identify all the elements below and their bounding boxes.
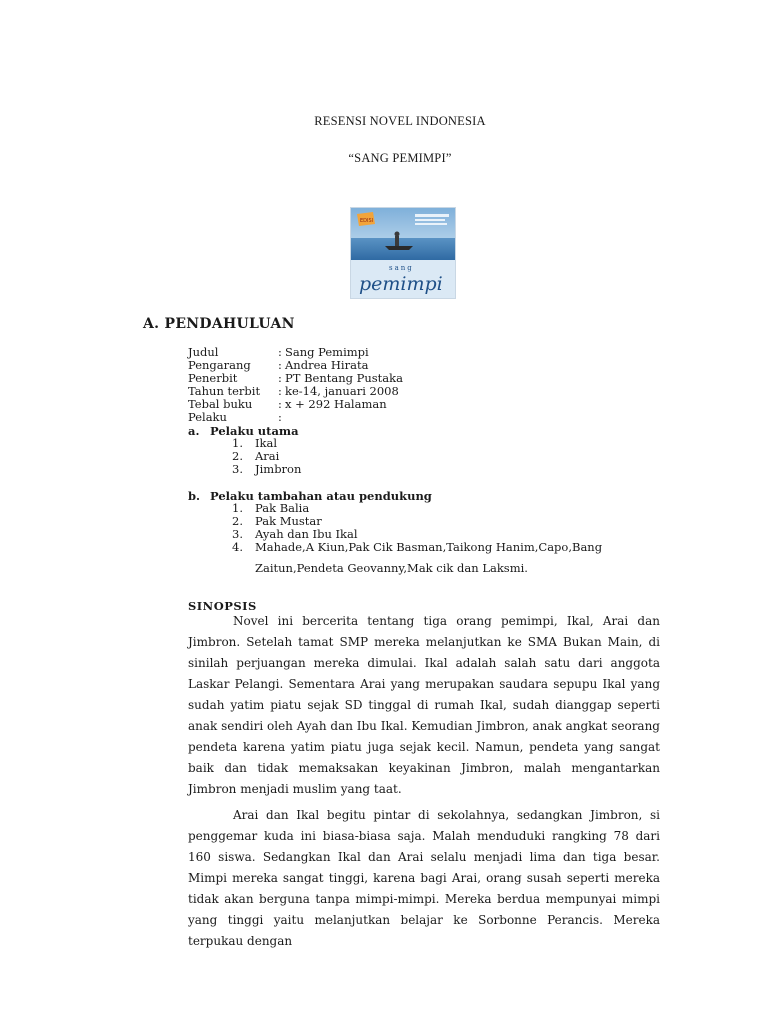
book-cover-image (350, 207, 456, 299)
list-item-text: Pak Balia (255, 501, 310, 515)
info-separator: : (278, 410, 282, 424)
info-value: Sang Pemimpi (285, 345, 369, 359)
support-cast-title: Pelaku tambahan atau pendukung (210, 489, 432, 503)
list-item-number: 1. (232, 436, 243, 450)
list-item-text: Ikal (255, 436, 278, 450)
document-subtitle: “SANG PEMIMPI” (348, 151, 452, 165)
figure-silhouette (395, 236, 399, 246)
list-item-text: Arai (255, 449, 280, 463)
synopsis-paragraph: Arai dan Ikal begitu pintar di sekolahnya, sedangkan Jimbron, si penggemar kuda ini biasa-biasa saja. Malah menduduki rangking 78 dari 160 siswa. Sedangkan Ikal dan Arai selalu menjadi lima dan tiga besar. Mimpi mereka sangat tinggi, karena bagi Arai, orang susah seperti mereka tidak akan berguna tanpa mimpi-mimpi. Mereka berdua mempunyai mimpi yang tinggi yaitu melanjutkan belajar ke Sorbonne Perancis. Mereka terpukau dengan (188, 808, 660, 948)
info-value: Andrea Hirata (285, 358, 369, 372)
info-label: Penerbit (188, 371, 238, 385)
info-label: Judul (188, 345, 219, 359)
list-item (232, 463, 301, 476)
book-cover-illustration (351, 208, 455, 298)
info-label: Pelaku (188, 410, 227, 424)
sticker-label: EDISI (360, 218, 374, 224)
list-item-number: 3. (232, 462, 243, 476)
main-cast-letter: a. (188, 424, 200, 438)
document-title: RESENSI NOVEL INDONESIA (314, 114, 486, 128)
list-item-number: 3. (232, 527, 243, 541)
info-separator: : (278, 397, 282, 411)
cover-main-title: pemimpi (359, 273, 443, 295)
info-separator: : (278, 384, 282, 398)
synopsis-paragraph: Novel ini bercerita tentang tiga orang pemimpi, Ikal, Arai dan Jimbron. Setelah tamat SMP mereka melanjutkan ke SMA Bukan Main, di sinilah perjuangan mereka dimulai. Ikal adalah salah satu dari anggota Laskar Pelangi. Sementara Arai yang merupakan saudara sepupu Ikal yang sudah yatim piatu sejak SD tinggal di rumah Ikal, sudah dianggap seperti anak sendiri oleh Ayah dan Ibu Ikal. Kemudian Jimbron, anak angkat seorang pendeta karena yatim piatu juga sejak kecil. Namun, pendeta yang sangat baik dan tidak memaksakan keyakinan Jimbron, malah mengantarkan Jimbron menjadi muslim yang taat. (188, 614, 660, 796)
support-cast-list (232, 502, 602, 554)
list-item-text: Pak Mustar (255, 514, 322, 528)
main-cast-list (232, 437, 301, 476)
support-cast-continuation: Zaitun,Pendeta Geovanny,Mak cik dan Laksmi. (255, 561, 528, 575)
info-label: Tahun terbit (188, 384, 261, 398)
info-label: Tebal buku (188, 397, 253, 411)
list-item-number: 2. (232, 449, 243, 463)
info-separator: : (278, 345, 282, 359)
list-item-number: 1. (232, 501, 243, 515)
list-item-text: Mahade,A Kiun,Pak Cik Basman,Taikong Hanim,Capo,Bang (255, 540, 603, 554)
cover-small-title: sang (389, 264, 414, 272)
info-label: Pengarang (188, 358, 251, 372)
info-row (188, 411, 403, 424)
list-item-number: 4. (232, 540, 243, 554)
main-cast-title: Pelaku utama (210, 424, 299, 438)
list-item-text: Ayah dan Ibu Ikal (255, 527, 358, 541)
info-separator: : (278, 371, 282, 385)
list-item-text: Jimbron (255, 462, 302, 476)
section-heading-pendahuluan: A. PENDAHULUAN (143, 316, 295, 332)
info-value: PT Bentang Pustaka (285, 371, 403, 385)
list-item (232, 541, 602, 554)
info-separator: : (278, 358, 282, 372)
info-value: x + 292 Halaman (285, 397, 387, 411)
support-cast-heading (188, 489, 432, 503)
info-value: ke-14, januari 2008 (285, 384, 399, 398)
boat-shape (385, 246, 413, 250)
book-info-table (188, 346, 403, 424)
support-cast-letter: b. (188, 489, 201, 503)
main-cast-heading (188, 424, 299, 438)
list-item-number: 2. (232, 514, 243, 528)
synopsis-heading: SINOPSIS (188, 599, 257, 613)
